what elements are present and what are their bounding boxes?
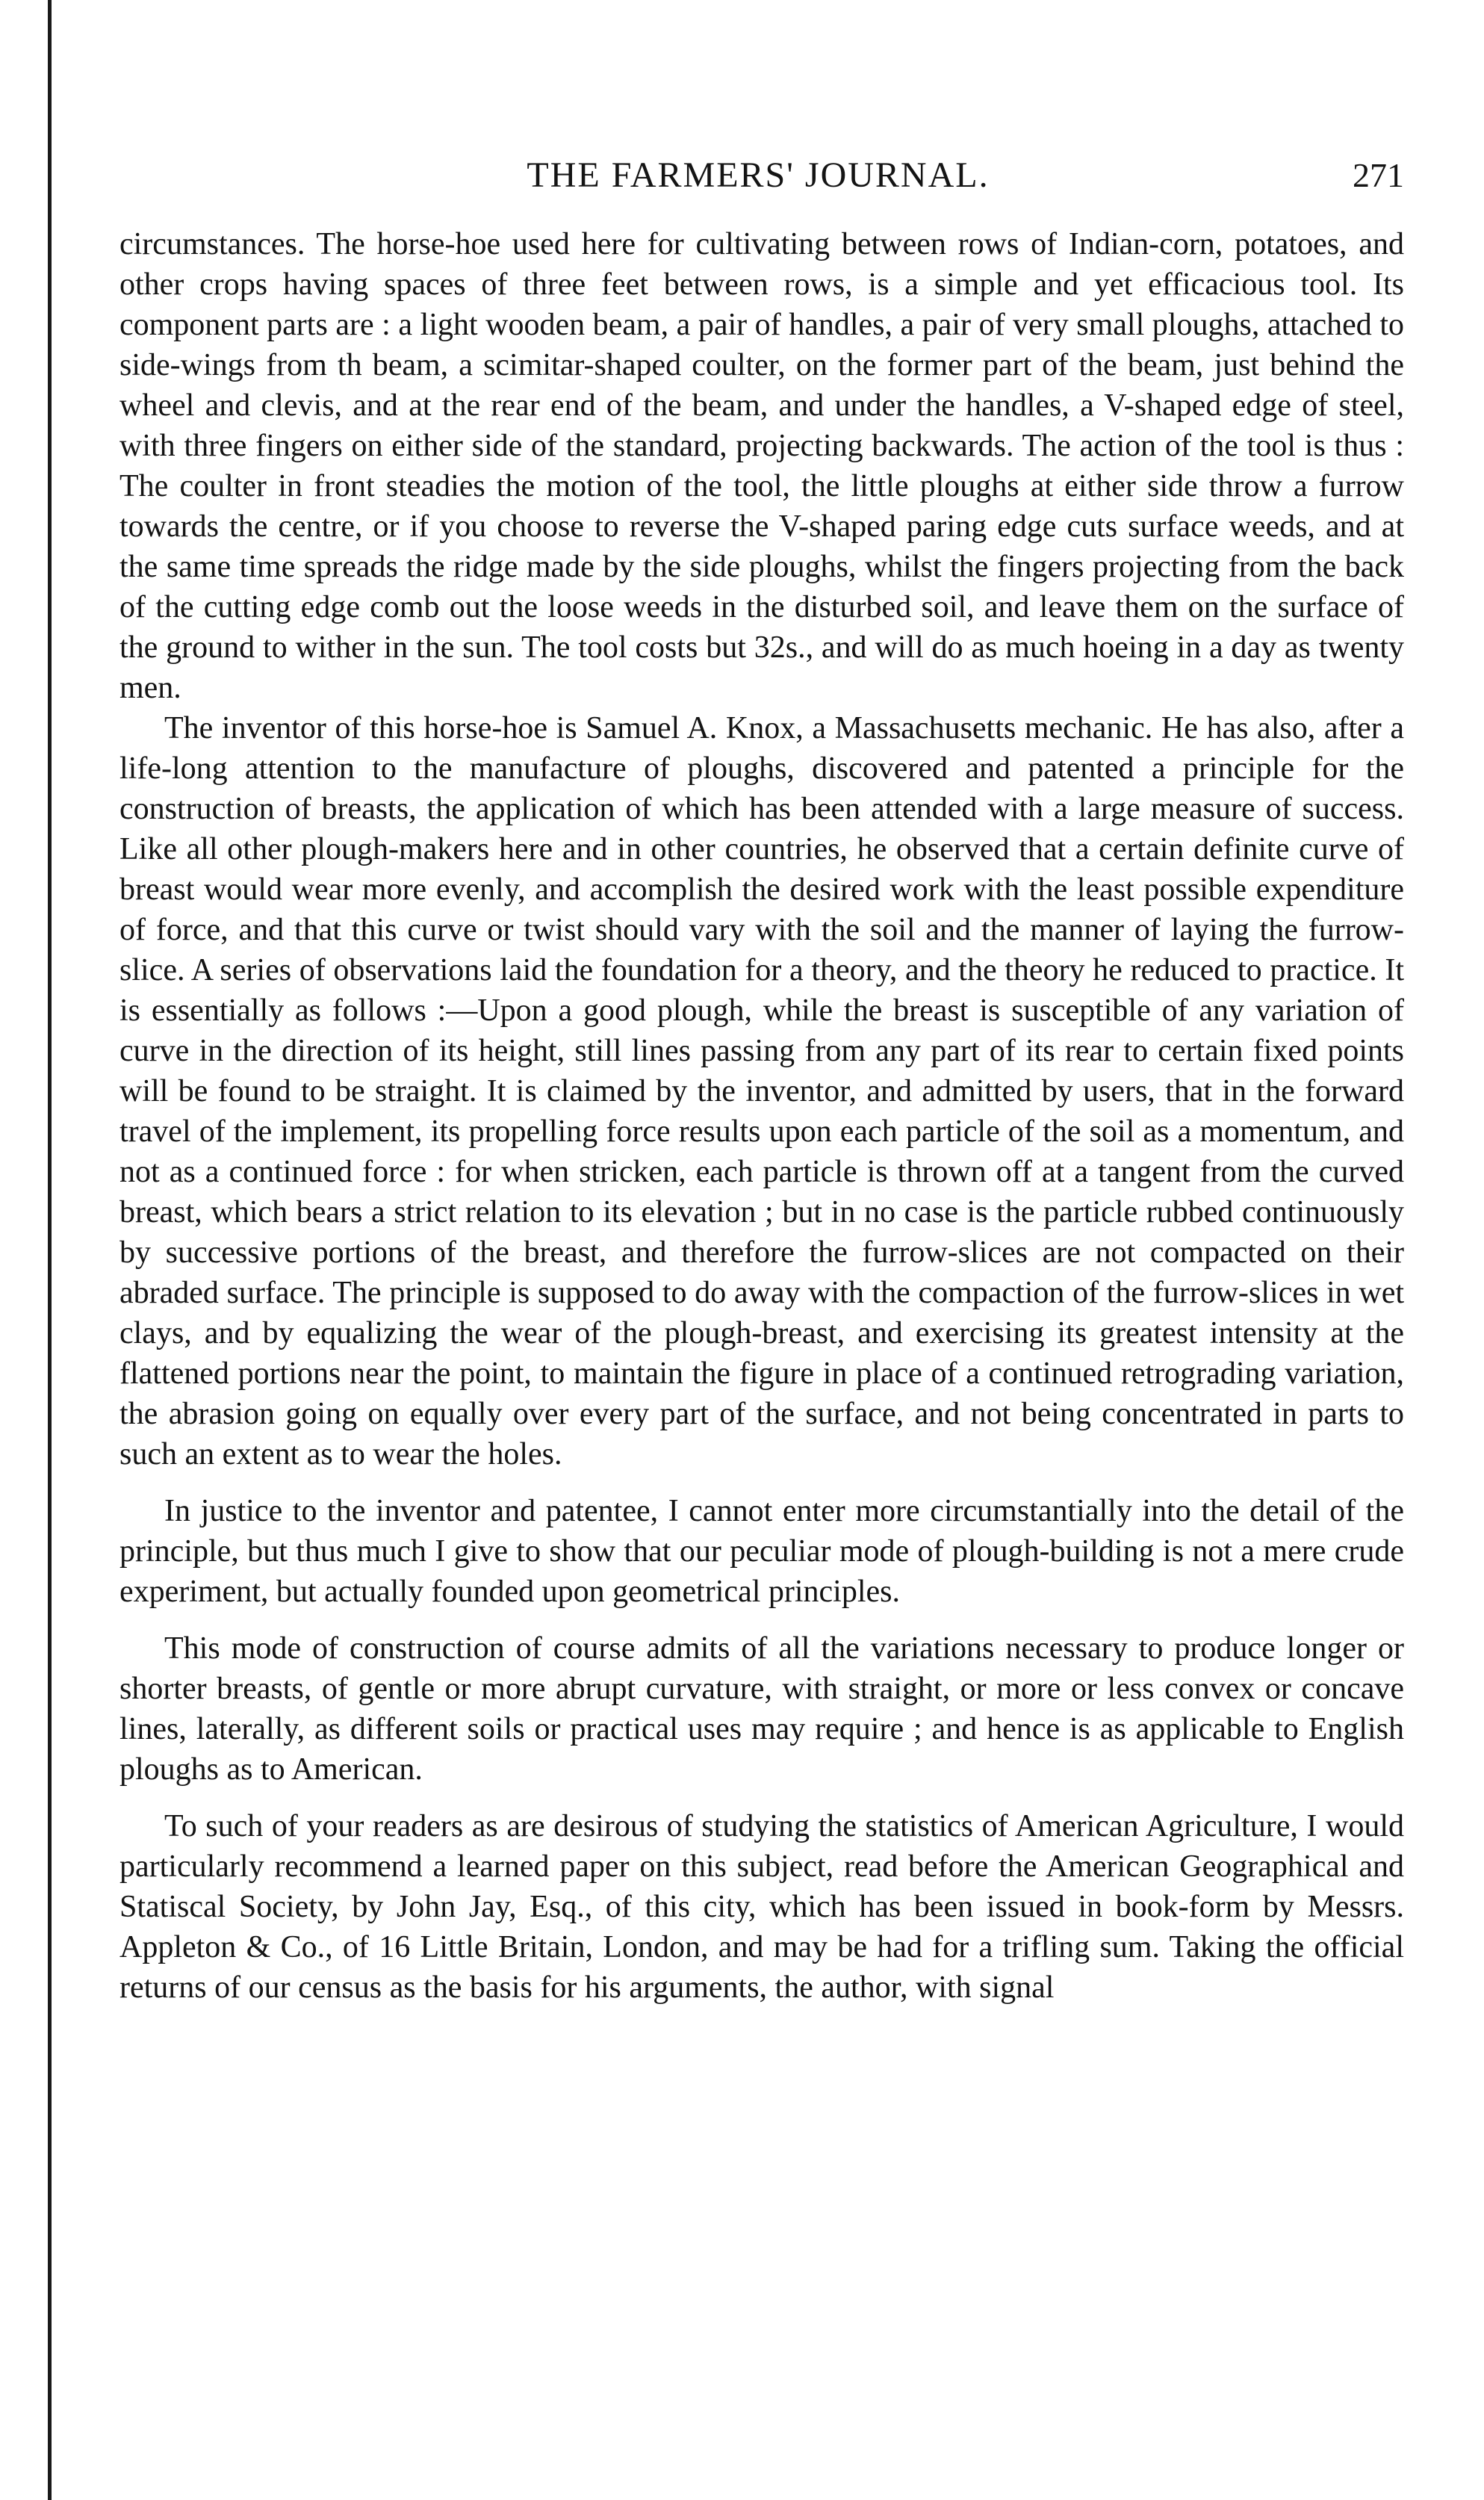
paragraph-justice: In justice to the inventor and patentee, I cannot enter more circumstantially into the detail of the principle, but thus much I give to show that our peculiar mode of plough-building is not a mere crude experiment, but actually founded upon geometrical principles. bbox=[119, 1494, 1404, 1609]
body-text bbox=[119, 224, 1404, 2008]
paragraph-construction: This mode of construction of course admits of all the variations necessary to produce longer or shorter breasts, of gentle or more abrupt curvature, with straight, or more or less convex or concave lines, laterally, as different soils or practical uses may require ; and hence is as applicable to English ploughs as to American. bbox=[119, 1631, 1404, 1787]
paragraph-horse-hoe: circumstances. The horse-hoe used here for cultivating between rows of Indian-corn, potatoes, and other crops having spaces of three feet between rows, is a simple and yet efficacious tool. Its component parts are : a light wooden beam, a pair of handles, a pair of very small ploughs, attached to side-wings from th beam, a scimitar-shaped coulter, on the former part of the beam, just behind the wheel and clevis, and at the rear end of the beam, and under the handles, a V-shaped edge of steel, with three fingers on either side of the standard, projecting backwards. The action of the tool is thus : The coulter in front steadies the motion of the tool, the little ploughs at either side throw a furrow towards the centre, or if you choose to reverse the V-shaped paring edge cuts surface weeds, and at the same time spreads the ridge made by the side ploughs, whilst the fingers projecting from the back of the cutting edge comb out the loose weeds in the disturbed soil, and leave them on the surface of the ground to wither in the sun. The tool costs but 32s., and will do as much hoeing in a day as twenty men. bbox=[119, 227, 1404, 705]
journal-title: THE FARMERS' JOURNAL. bbox=[527, 155, 990, 195]
paragraph-inventor: The inventor of this horse-hoe is Samuel A. Knox, a Massachusetts mechanic. He has also, after a life-long attention to the manufacture of ploughs, discovered and patented a principle for the construction of breasts, the application of which has been attended with a large measure of success. Like all other plough-makers here and in other countries, he observed that a certain definite curve of breast would wear more evenly, and accomplish the desired work with the least possible expenditure of force, and that this curve or twist should vary with the soil and the manner of laying the furrow-slice. A series of observations laid the foundation for a theory, and the theory he reduced to practice. It is essentially as follows :—Upon a good plough, while the breast is susceptible of any variation of curve in the direction of its height, still lines passing from any part of its rear to certain fixed points will be found to be straight. It is claimed by the inventor, and admitted by users, that in the forward travel of the implement, its propelling force results upon each particle of the soil as a momentum, and not as a continued force : for when stricken, each particle is thrown off at a tangent from the curved breast, which bears a strict relation to its elevation ; but in no case is the particle rubbed continuously by successive portions of the breast, and therefore the furrow-slices are not compacted on their abraded surface. The principle is supposed to do away with the compaction of the furrow-slices in wet clays, and by equalizing the wear of the plough-breast, and exercising its greatest intensity at the flattened portions near the point, to maintain the figure in place of a continued retrograding variation, the abrasion going on equally over every part of the surface, and not being concentrated in parts to such an extent as to wear the holes. bbox=[119, 711, 1404, 1471]
paragraph-statistics: To such of your readers as are desirous of studying the statistics of American Agriculture, I would particularly recommend a learned paper on this subject, read before the American Geographical and Statiscal Society, by John Jay, Esq., of this city, which has been issued in book-form by Messrs. Appleton & Co., of 16 Little Britain, London, and may be had for a trifling sum. Taking the official returns of our census as the basis for his arguments, the author, with signal bbox=[119, 1809, 1404, 2005]
running-head bbox=[112, 153, 1404, 198]
page-edge-rule bbox=[48, 0, 52, 2500]
page-number: 271 bbox=[1353, 156, 1404, 194]
